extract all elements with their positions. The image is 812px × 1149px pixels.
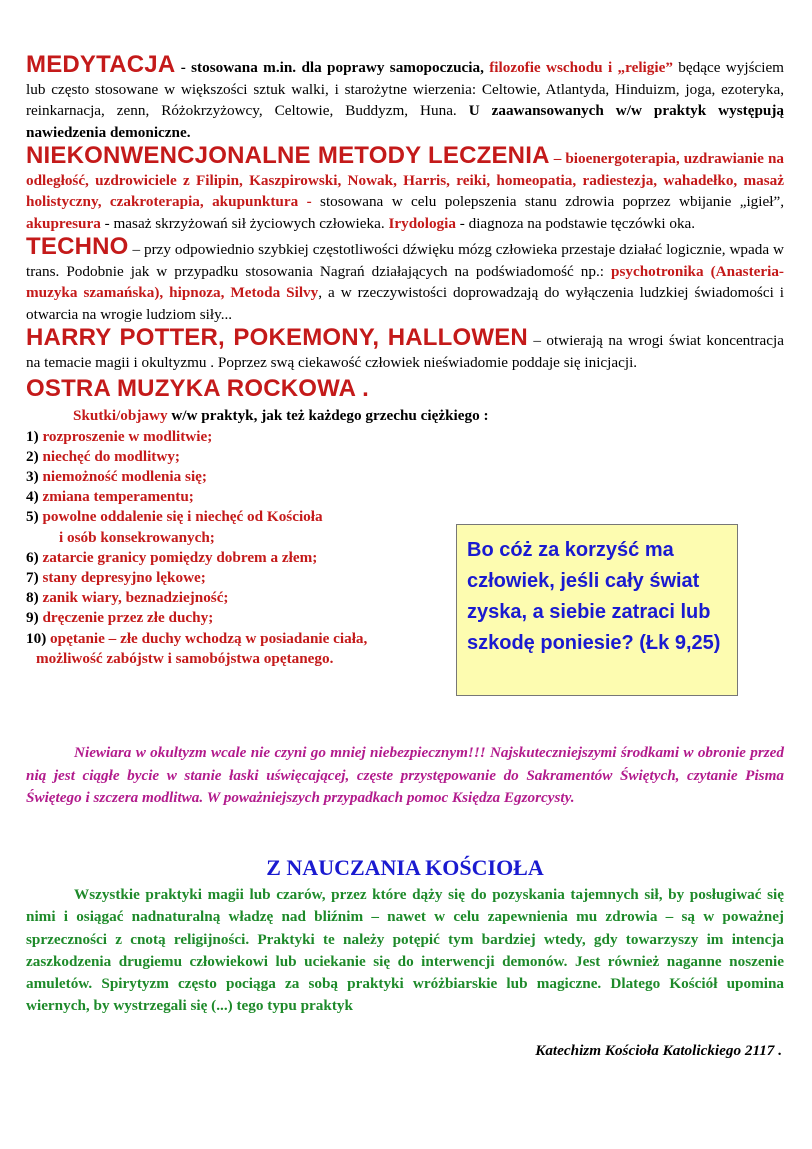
list-item-continuation: możliwość zabójstw i samobójstwa opętanego.: [36, 649, 334, 667]
list-item-continuation: i osób konsekrowanych;: [59, 528, 215, 546]
list-item-text: opętanie – złe duchy wchodzą w posiadanie ciała,: [46, 629, 368, 647]
list-item-number: 8): [26, 589, 39, 607]
heading-meditation: MEDYTACJA: [26, 51, 176, 78]
scripture-quote-box: [456, 524, 738, 696]
list-item: [26, 427, 456, 447]
list-item-text: niechęć do modlitwy;: [38, 447, 180, 465]
list-item: [26, 467, 456, 487]
unconventional-text-1: stosowana w celu polepszenia stanu zdrowia poprzez wbijanie „igieł”,: [320, 193, 784, 210]
list-item-number: 3): [26, 467, 39, 485]
effects-intro-red: Skutki/objawy: [73, 407, 168, 424]
list-item-text: dręczenie przez złe duchy;: [38, 609, 214, 627]
list-item: [26, 548, 456, 568]
list-item: [26, 487, 456, 507]
list-item-number: 9): [26, 609, 39, 627]
meditation-text-2: będące wyjściem lub często stosowane w większości sztuk walki, i starożytne wierzenia: Celtowie, Atlantyda, Hinduizm, joga, ezoteryka, reinkarnacja, zenn, Różokrzyżowcy, Celtowie, Buddyzm, Huna.: [26, 59, 784, 119]
meditation-text-1: - stosowana m.in. dla poprawy samopoczucia,: [175, 59, 490, 76]
effects-list: [26, 427, 456, 669]
list-item-text: niemożność modlenia się;: [38, 467, 207, 485]
effects-intro-rest: w/w praktyk, jak też każdego grzechu ciężkiego :: [167, 407, 489, 424]
unconventional-red-3: Irydologia: [388, 214, 456, 232]
list-item-text: zatarcie granicy pomiędzy dobrem a złem;: [38, 548, 318, 566]
list-item: [26, 568, 456, 588]
section-techno: [26, 233, 784, 325]
list-item-number: 4): [26, 488, 39, 506]
list-item: [26, 629, 456, 669]
scripture-quote-text: Bo cóż za korzyść ma człowiek, jeśli cały świat zyska, a siebie zatraci lub szkodę poniesie? (Łk 9,25): [467, 539, 721, 654]
list-item-text: zmiana temperamentu;: [38, 488, 194, 506]
list-item-number: 7): [26, 568, 39, 586]
unconventional-red-2: akupresura: [26, 214, 101, 232]
list-item-text: stany depresyjno lękowe;: [38, 568, 206, 586]
list-item-number: 1): [26, 427, 39, 445]
section-meditation: [26, 51, 784, 143]
heading-rock-suffix: .: [355, 375, 370, 402]
church-teaching-title: Z NAUCZANIA KOŚCIOŁA: [266, 855, 544, 880]
heading-techno: TECHNO: [26, 233, 129, 260]
list-item-number: 5): [26, 508, 39, 526]
list-item-text: powolne oddalenie się i niechęć od Kościoła: [38, 508, 323, 526]
list-item-number: 6): [26, 548, 39, 566]
list-item-text: zanik wiary, beznadziejność;: [38, 589, 229, 607]
heading-harry: HARRY POTTER, POKEMONY, HALLOWEN: [26, 324, 528, 351]
document-page: [26, 51, 784, 1059]
harry-text-1: – otwierają na wrogi świat koncentracja na temacie magii i okultyzmu . Poprzez swą ciekawość człowiek nieświadomie poddaje się inicjacji.: [26, 332, 784, 371]
unconventional-text-2: - masaż skrzyżowań sił życiowych człowieka.: [100, 214, 389, 232]
catechism-citation: Katechizm Kościoła Katolickiego 2117 .: [535, 1042, 782, 1059]
meditation-red-1: filozofie wschodu i „religie”: [489, 59, 673, 76]
unconventional-red-1: – bioenergoterapia, uzdrawianie na odległość, uzdrowiciele z Filipin, Kaszpirowski, Nowak, Harris, reiki, homeopatia, radiestezja, wahadełko, masaż holistyczny, czakroterapia, akupunktura -: [26, 150, 784, 210]
church-teaching-text: Wszystkie praktyki magii lub czarów, przez które dąży się do pozyskania tajemnych sił, by posługiwać się nimi i osiągać nadnaturalną władzę nad bliźnim – nawet w celu zapewnienia mu zdrowia – są w poważnej sprzeczności z cnotą religijności. Praktyki te należy potępić tym bardziej wtedy, gdy towarzyszy im intencja zaszkodzenia drugiemu człowiekowi lub uciekanie się do interwencji demonów. Jest również naganne noszenie amuletów. Spirytyzm często pociąga za sobą praktyki wróżbiarskie lub magiczne. Dlatego Kościół upomina wiernych, by wystrzegali się (...) tego typu praktyk: [26, 886, 784, 1015]
meditation-bold-1: U zaawansowanych w/w praktyk występują nawiedzenia demoniczne.: [26, 102, 784, 141]
list-item-number: 10): [26, 629, 47, 647]
list-item: [26, 507, 456, 547]
effects-intro: [73, 405, 784, 427]
heading-unconventional: NIEKONWENCJONALNE METODY LECZENIA: [26, 142, 550, 169]
list-item-number: 2): [26, 447, 39, 465]
unconventional-text-3: - diagnoza na podstawie tęczówki oka.: [455, 214, 696, 232]
section-unconventional: [26, 142, 784, 234]
warning-paragraph: Niewiara w okultyzm wcale nie czyni go mniej niebezpiecznym!!! Najskuteczniejszymi środkami w obronie przed nią jest ciągłe bycie w stanie łaski uświęcającej, częste przystępowanie do Sakramentów Świętych, czytanie Pisma Świętego i szczera modlitwa. W poważniejszych przypadkach pomoc Księdza Egzorcysty.: [26, 744, 784, 806]
techno-text-1: – przy odpowiednio szybkiej częstotliwości dźwięku mózg człowieka przestaje działać logicznie, wpada w trans. Podobnie jak w przypadku stosowania Nagrań działających na podświadomość np.:: [26, 241, 784, 280]
section-harry: [26, 324, 784, 373]
list-item-text: rozproszenie w modlitwie;: [38, 427, 213, 445]
list-item: [26, 447, 456, 467]
list-item: [26, 608, 456, 628]
list-item: [26, 588, 456, 608]
techno-red-1: psychotronika (Anasteria-muzyka szamańska), hipnoza, Metoda Silvy: [26, 262, 784, 301]
heading-rock: OSTRA MUZYKA ROCKOWA: [26, 375, 356, 402]
techno-text-2: , a w rzeczywistości doprowadzają do wyłączenia ludzkiej świadomości i otwarcia na wrogie ludziom siły...: [26, 284, 784, 323]
